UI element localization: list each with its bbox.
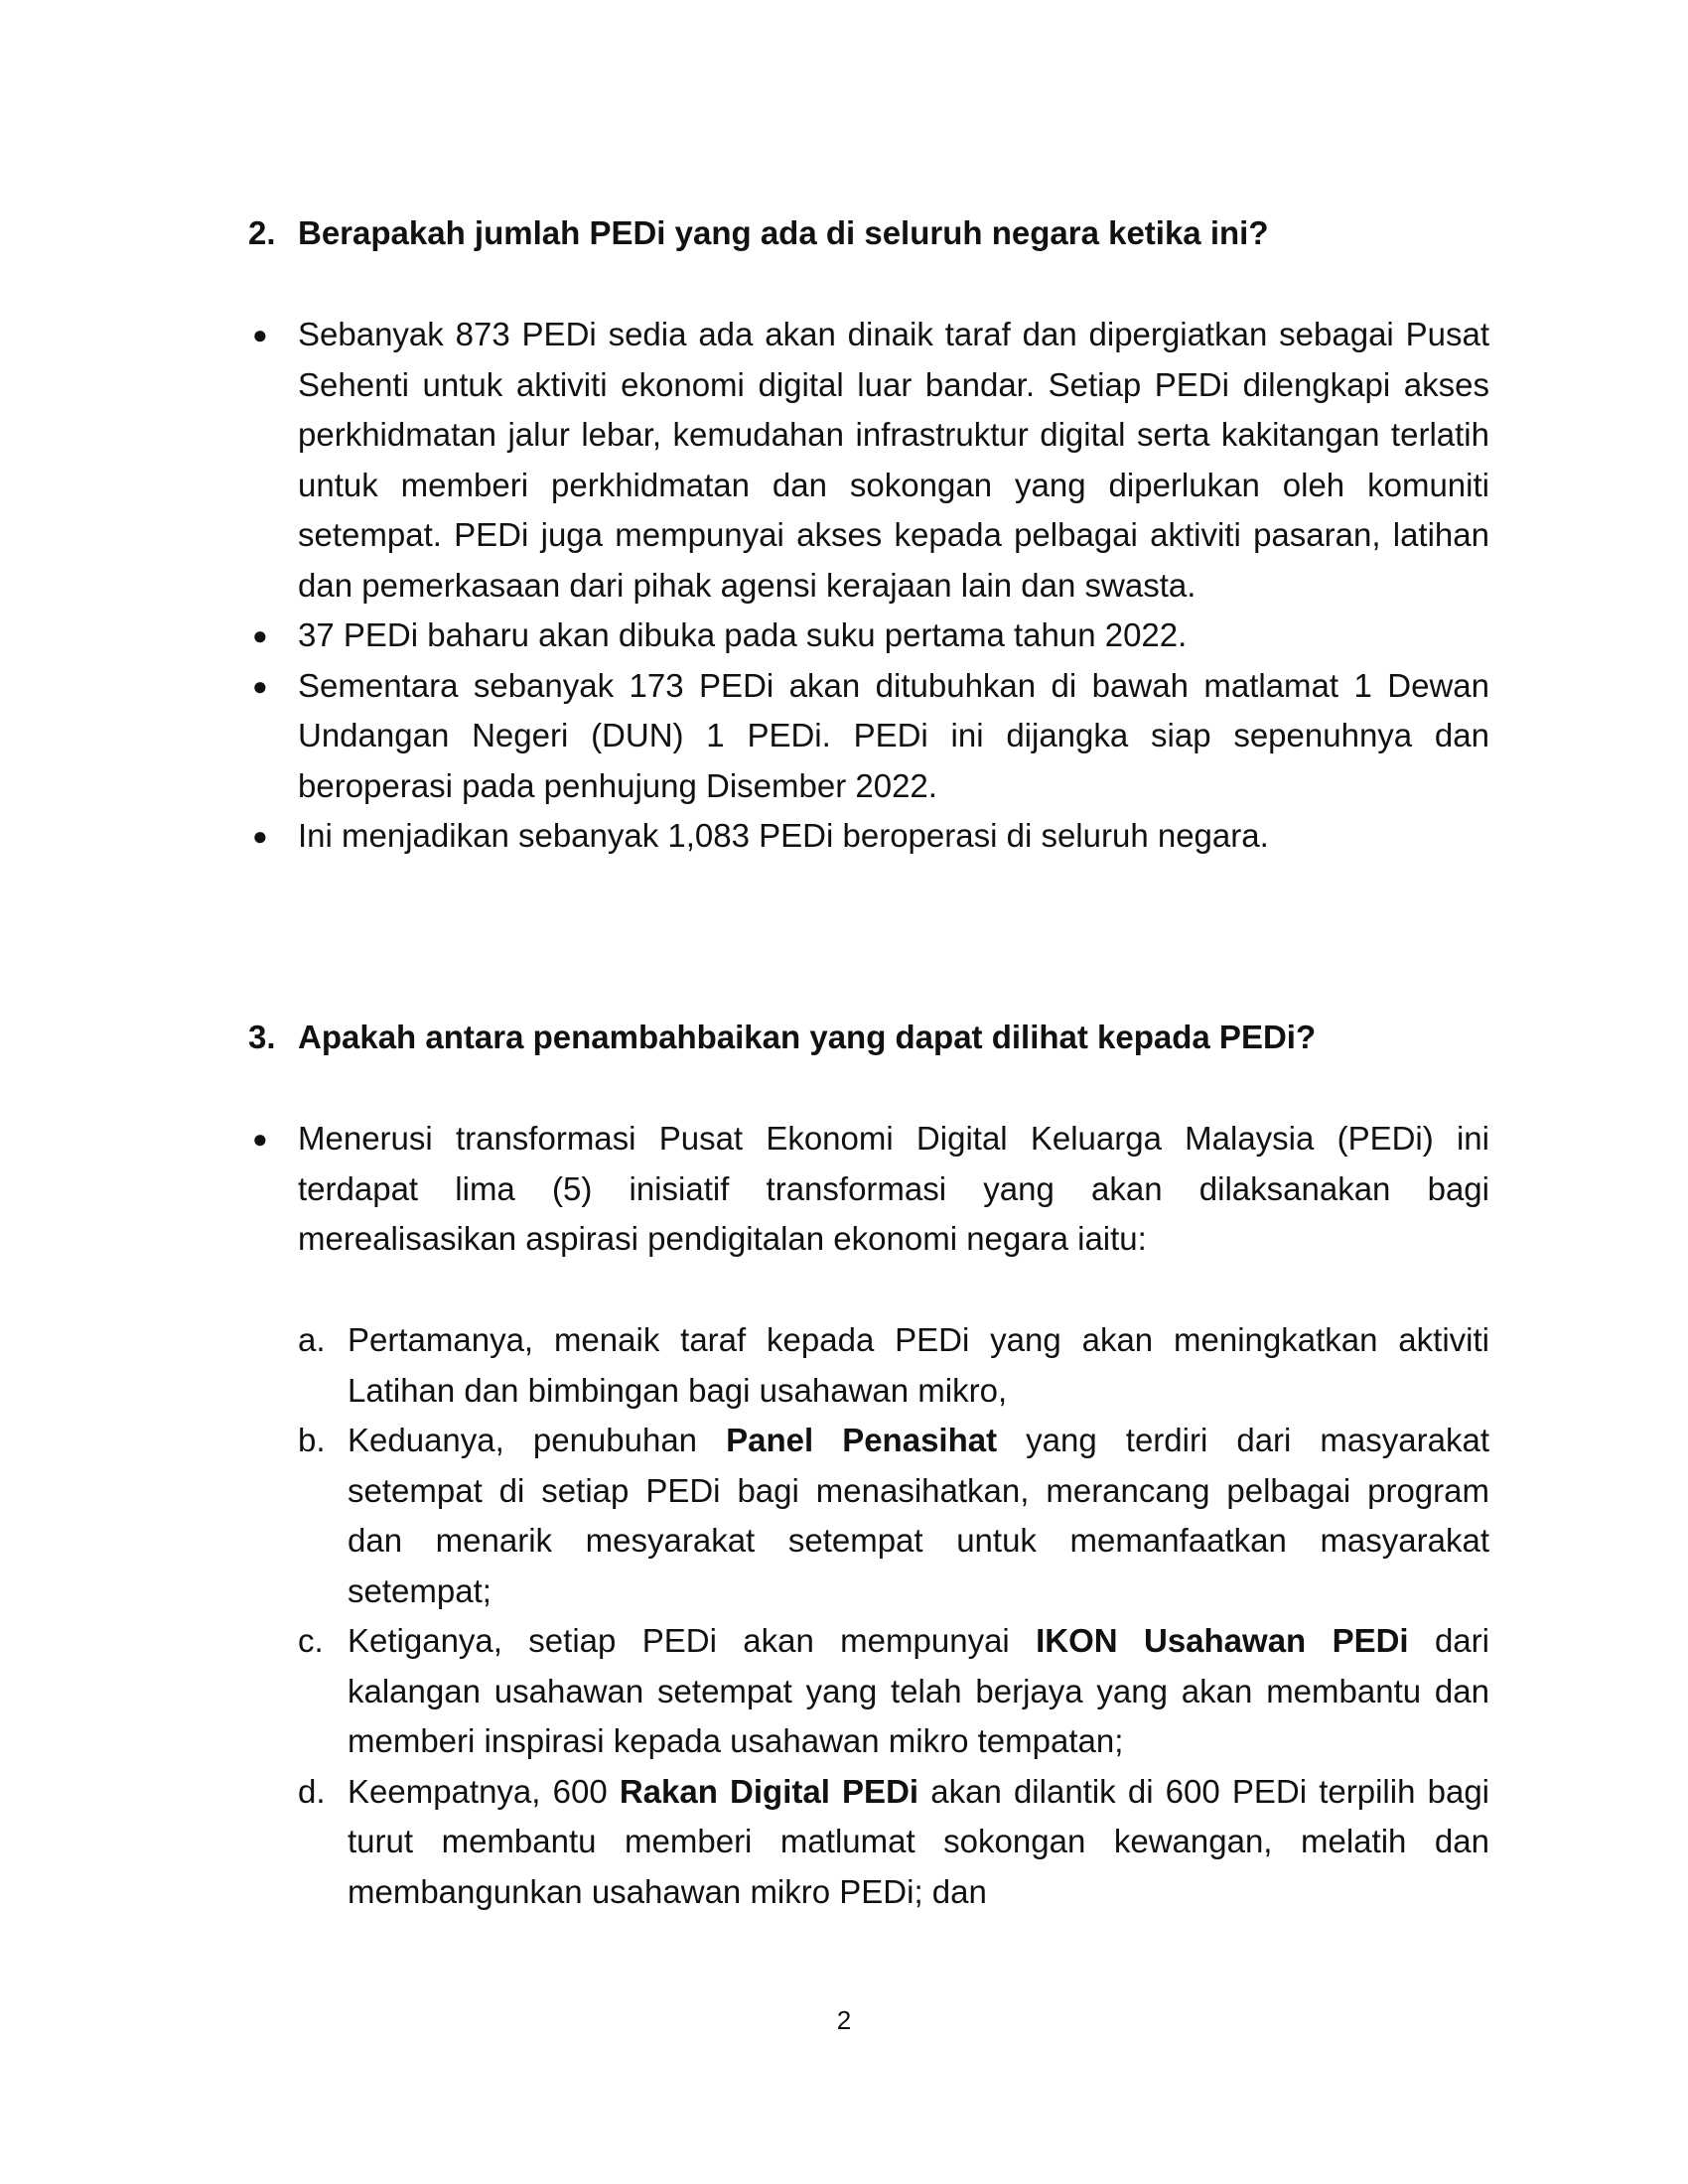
item-text-part: Pertamanya, menaik taraf kepada PEDi yang akan meningkatkan aktiviti Latihan dan bimbingan bagi usahawan mikro, — [348, 1321, 1489, 1409]
list-item — [248, 1114, 1489, 1265]
list-item — [248, 811, 1489, 862]
item-text — [348, 1773, 1489, 1910]
list-item — [248, 310, 1489, 611]
item-text — [348, 1422, 1489, 1609]
bullet-text: Sementara sebanyak 173 PEDi akan ditubuhkan di bawah matlamat 1 Dewan Undangan Negeri (DUN) 1 PEDi. PEDi ini dijangka siap sepenuhnya dan beroperasi pada penhujung Disember 2022. — [298, 666, 1489, 804]
item-letter: c. — [298, 1622, 324, 1659]
bullet-icon: ● — [252, 320, 268, 349]
list-item — [248, 611, 1489, 661]
page-number: 2 — [836, 2005, 852, 2035]
bullet-icon: ● — [252, 670, 268, 701]
section-3-heading — [248, 1013, 1489, 1062]
section-2-number: 2. — [248, 214, 276, 251]
section-3-question: Apakah antara penambahbaikan yang dapat dilihat kepada PEDi? — [298, 1019, 1317, 1055]
section-2-bullet-list — [248, 310, 1489, 862]
section-2-question: Berapakah jumlah PEDi yang ada di seluruh negara ketika ini? — [298, 214, 1269, 251]
initiative-item-b — [298, 1416, 1489, 1616]
initiative-list — [298, 1315, 1489, 1917]
initiative-item-c — [298, 1616, 1489, 1767]
initiative-item-d — [298, 1767, 1489, 1918]
bullet-text: Ini menjadikan sebanyak 1,083 PEDi beroperasi di seluruh negara. — [298, 817, 1269, 854]
item-bold-text: Rakan Digital PEDi — [619, 1772, 919, 1810]
item-bold-text: IKON Usahawan PEDi — [1036, 1622, 1409, 1659]
list-item — [248, 661, 1489, 812]
bullet-icon: ● — [252, 620, 268, 650]
item-text-part: Keempatnya, 600 — [348, 1772, 620, 1810]
bullet-icon: ● — [252, 821, 268, 851]
item-text-part: Ketiganya, setiap PEDi akan mempunyai — [348, 1622, 1037, 1659]
section-3-bullet-list — [248, 1114, 1489, 1265]
item-letter: a. — [298, 1321, 326, 1358]
section-2-heading — [248, 208, 1489, 258]
bullet-text: Sebanyak 873 PEDi sedia ada akan dinaik taraf dan dipergiatkan sebagai Pusat Sehenti untuk aktiviti ekonomi digital luar bandar. Setiap PEDi dilengkapi akses perkhidmatan jalur lebar, kemudahan infrastruktur digital serta kakitangan terlatih untuk memberi perkhidmatan dan sokongan yang diperlukan oleh komuniti setempat. PEDi juga mempunyai akses kepada pelbagai aktiviti pasaran, latihan dan pemerkasaan dari pihak agensi kerajaan lain dan swasta. — [298, 316, 1489, 604]
item-text — [348, 1321, 1489, 1409]
item-bold-text: Panel Penasihat — [726, 1422, 998, 1458]
item-text-part: akan dilantik di 600 PEDi terpilih bagi turut membantu memberi matlumat sokongan kewangan, melatih dan membangunkan usahawan mikro PEDi; dan — [348, 1772, 1489, 1910]
item-text-part: dari kalangan usahawan setempat yang telah berjaya yang akan membantu dan memberi inspirasi kepada usahawan mikro tempatan; — [348, 1622, 1489, 1759]
initiative-item-a — [298, 1315, 1489, 1416]
item-text-part: yang terdiri dari masyarakat setempat di setiap PEDi bagi menasihatkan, merancang pelbagai program dan menarik mesyarakat setempat untuk memanfaatkan masyarakat setempat; — [348, 1422, 1489, 1609]
item-letter: d. — [298, 1772, 326, 1810]
item-text-part: Keduanya, penubuhan — [348, 1422, 727, 1458]
item-letter: b. — [298, 1422, 326, 1458]
section-3-number: 3. — [248, 1019, 276, 1055]
item-text — [348, 1622, 1489, 1759]
bullet-icon: ● — [252, 1124, 268, 1154]
bullet-text: 37 PEDi baharu akan dibuka pada suku pertama tahun 2022. — [298, 616, 1188, 653]
bullet-text: Menerusi transformasi Pusat Ekonomi Digital Keluarga Malaysia (PEDi) ini terdapat lima (5) inisiatif transformasi yang akan dilaksanakan bagi merealisasikan aspirasi pendigitalan ekonomi negara iaitu: — [298, 1120, 1489, 1257]
